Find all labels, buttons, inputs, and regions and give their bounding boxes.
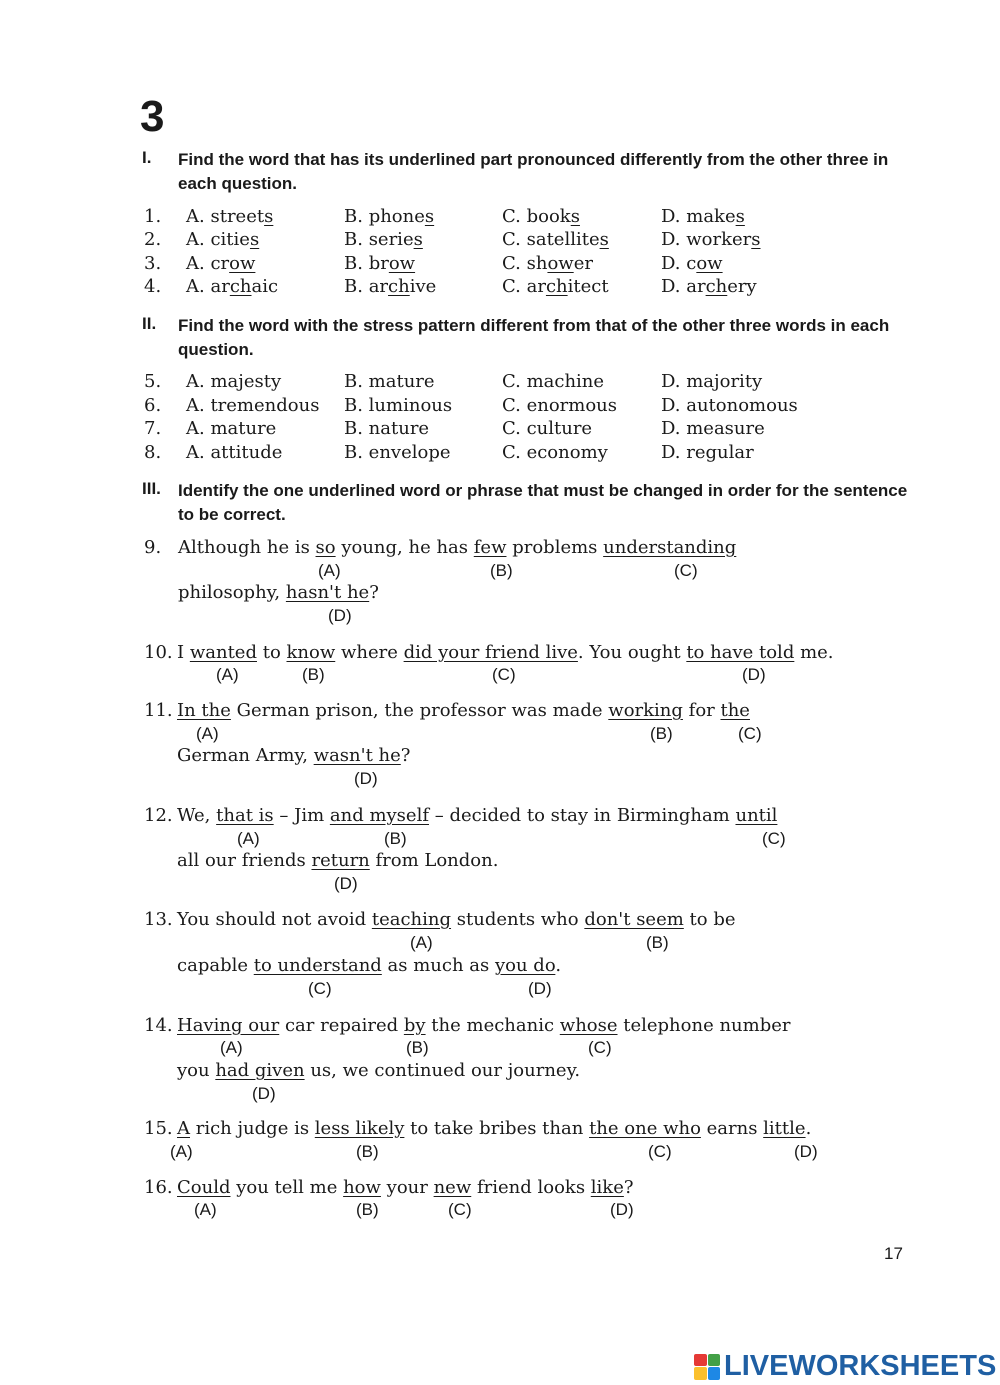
- marker-b: (B): [384, 829, 407, 848]
- section-number: I.: [142, 148, 152, 167]
- question-number: 5.: [144, 371, 162, 392]
- underlined-b[interactable]: don't seem: [584, 909, 684, 930]
- option-b[interactable]: B. brow: [344, 253, 416, 274]
- liveworksheets-logo[interactable]: [694, 1350, 996, 1383]
- underlined-c[interactable]: until: [735, 805, 778, 826]
- question-number: 11.: [144, 700, 173, 721]
- marker-d: (D): [742, 665, 766, 684]
- logo-text: LIVEWORKSHEETS: [724, 1350, 997, 1382]
- sentence-line-2: German Army, wasn't he?: [177, 745, 411, 766]
- section-number: II.: [142, 314, 157, 333]
- underlined-a[interactable]: Having our: [177, 1015, 280, 1036]
- chapter-number: 3: [140, 92, 165, 141]
- sentence-line-1: I wanted to know where did your friend live. You ought to have told me.: [177, 642, 834, 663]
- sentence-line-1: Although he is so young, he has few problems understanding: [178, 537, 737, 558]
- underlined-b[interactable]: and myself: [329, 805, 429, 826]
- underlined-b[interactable]: know: [286, 642, 336, 663]
- marker-c: (C): [648, 1142, 672, 1161]
- underlined-c[interactable]: the one who: [589, 1118, 701, 1139]
- marker-c: (C): [492, 665, 516, 684]
- section-number: III.: [142, 479, 161, 498]
- marker-d: (D): [334, 874, 358, 893]
- option-c[interactable]: C. books: [502, 206, 580, 227]
- marker-a: (A): [237, 829, 260, 848]
- sentence-line-1: A rich judge is less likely to take bribes than the one who earns little.: [177, 1118, 812, 1139]
- section-instruction: Find the word with the stress pattern different from that of the other three words in each question.: [178, 316, 890, 359]
- underlined-a[interactable]: In the: [177, 700, 231, 721]
- option-a[interactable]: A. archaic: [186, 276, 279, 297]
- option-a[interactable]: A. streets: [186, 206, 274, 227]
- marker-b: (B): [356, 1200, 379, 1219]
- underlined-d[interactable]: little: [763, 1118, 806, 1139]
- option-d[interactable]: D. majority: [661, 371, 763, 392]
- marker-b: (B): [490, 561, 513, 580]
- underlined-c[interactable]: new: [433, 1177, 472, 1198]
- marker-a: (A): [318, 561, 341, 580]
- underlined-b[interactable]: few: [473, 537, 507, 558]
- option-c[interactable]: C. economy: [502, 442, 608, 463]
- underlined-b[interactable]: by: [403, 1015, 426, 1036]
- question-number: 12.: [144, 805, 173, 826]
- marker-c: (C): [738, 724, 762, 743]
- option-a[interactable]: A. crow: [186, 253, 256, 274]
- underlined-a[interactable]: teaching: [371, 909, 452, 930]
- marker-d: (D): [794, 1142, 818, 1161]
- option-b[interactable]: B. phones: [344, 206, 435, 227]
- question-number: 4.: [144, 276, 162, 297]
- sentence-line-2: you had given us, we continued our journey.: [177, 1060, 581, 1081]
- underlined-d[interactable]: had given: [215, 1060, 305, 1081]
- underlined-d[interactable]: return: [311, 850, 370, 871]
- option-c[interactable]: C. enormous: [502, 395, 617, 416]
- marker-c: (C): [448, 1200, 472, 1219]
- underlined-c[interactable]: to understand: [253, 955, 382, 976]
- option-d[interactable]: D. makes: [661, 206, 745, 227]
- question-number: 14.: [144, 1015, 173, 1036]
- marker-c: (C): [588, 1038, 612, 1057]
- underlined-c[interactable]: did your friend live: [403, 642, 578, 663]
- underlined-a[interactable]: that is: [216, 805, 274, 826]
- underlined-d[interactable]: wasn't he: [313, 745, 401, 766]
- option-b[interactable]: B. nature: [344, 418, 430, 439]
- marker-a: (A): [196, 724, 219, 743]
- question-number: 16.: [144, 1177, 173, 1198]
- underlined-d[interactable]: to have told: [686, 642, 795, 663]
- option-d[interactable]: D. autonomous: [661, 395, 798, 416]
- marker-c: (C): [308, 979, 332, 998]
- underlined-b[interactable]: working: [608, 700, 683, 721]
- marker-d: (D): [354, 769, 378, 788]
- question-number: 15.: [144, 1118, 173, 1139]
- marker-b: (B): [650, 724, 673, 743]
- sentence-line-1: We, that is – Jim and myself – decided to stay in Birmingham until: [177, 805, 778, 826]
- question-number: 3.: [144, 253, 162, 274]
- marker-d: (D): [328, 606, 352, 625]
- option-d[interactable]: D. archery: [661, 276, 757, 297]
- question-number: 7.: [144, 418, 162, 439]
- option-d[interactable]: D. regular: [661, 442, 754, 463]
- option-d[interactable]: D. measure: [661, 418, 765, 439]
- option-a[interactable]: A. attitude: [186, 442, 283, 463]
- sentence-line-2: capable to understand as much as you do.: [177, 955, 562, 976]
- section-instruction: Find the word that has its underlined part pronounced differently from the other three in each question.: [178, 150, 889, 193]
- marker-a: (A): [410, 933, 433, 952]
- marker-b: (B): [356, 1142, 379, 1161]
- underlined-d[interactable]: like: [590, 1177, 624, 1198]
- underlined-a[interactable]: A: [177, 1118, 190, 1139]
- underlined-b[interactable]: how: [343, 1177, 381, 1198]
- marker-a: (A): [220, 1038, 243, 1057]
- marker-b: (B): [646, 933, 669, 952]
- question-number: 13.: [144, 909, 173, 930]
- option-c[interactable]: C. machine: [502, 371, 605, 392]
- sentence-line-1: Having our car repaired by the mechanic whose telephone number: [177, 1015, 791, 1036]
- option-a[interactable]: A. cities: [186, 229, 260, 250]
- sentence-line-1: In the German prison, the professor was made working for the: [177, 700, 750, 721]
- marker-a: (A): [216, 665, 239, 684]
- underlined-a[interactable]: wanted: [189, 642, 257, 663]
- question-number: 9.: [144, 537, 162, 558]
- option-b[interactable]: B. luminous: [344, 395, 453, 416]
- underlined-b[interactable]: less likely: [314, 1118, 405, 1139]
- marker-b: (B): [406, 1038, 429, 1057]
- question-number: 2.: [144, 229, 162, 250]
- option-b[interactable]: B. series: [344, 229, 423, 250]
- marker-d: (D): [610, 1200, 634, 1219]
- option-c[interactable]: C. culture: [502, 418, 593, 439]
- underlined-c[interactable]: understanding: [603, 537, 737, 558]
- marker-a: (A): [170, 1142, 193, 1161]
- logo-squares-icon: [694, 1354, 720, 1380]
- option-c[interactable]: C. shower: [502, 253, 593, 274]
- underlined-a[interactable]: so: [315, 537, 336, 558]
- underlined-c[interactable]: the: [720, 700, 750, 721]
- option-b[interactable]: B. archive: [344, 276, 437, 297]
- sentence-line-1: Could you tell me how your new friend looks like?: [177, 1177, 634, 1198]
- question-number: 6.: [144, 395, 162, 416]
- underlined-d[interactable]: you do: [494, 955, 556, 976]
- marker-b: (B): [302, 665, 325, 684]
- underlined-d[interactable]: hasn't he: [285, 582, 370, 603]
- marker-d: (D): [252, 1084, 276, 1103]
- option-c[interactable]: C. architect: [502, 276, 609, 297]
- marker-d: (D): [528, 979, 552, 998]
- marker-a: (A): [194, 1200, 217, 1219]
- section-instruction: Identify the one underlined word or phrase that must be changed in order for the sentence to be correct.: [178, 481, 908, 524]
- sentence-line-1: You should not avoid teaching students who don't seem to be: [177, 909, 736, 930]
- option-a[interactable]: A. tremendous: [186, 395, 320, 416]
- sentence-line-2: philosophy, hasn't he?: [178, 582, 379, 603]
- underlined-a[interactable]: Could: [177, 1177, 231, 1198]
- option-c[interactable]: C. satellites: [502, 229, 609, 250]
- marker-c: (C): [674, 561, 698, 580]
- option-a[interactable]: A. mature: [186, 418, 277, 439]
- option-d[interactable]: D. workers: [661, 229, 761, 250]
- page-number: 17: [884, 1244, 903, 1263]
- question-number: 1.: [144, 206, 162, 227]
- question-number: 8.: [144, 442, 162, 463]
- option-d[interactable]: D. cow: [661, 253, 723, 274]
- option-b[interactable]: B. mature: [344, 371, 435, 392]
- option-a[interactable]: A. majesty: [186, 371, 282, 392]
- option-b[interactable]: B. envelope: [344, 442, 451, 463]
- question-number: 10.: [144, 642, 173, 663]
- sentence-line-2: all our friends return from London.: [177, 850, 499, 871]
- marker-c: (C): [762, 829, 786, 848]
- underlined-c[interactable]: whose: [559, 1015, 618, 1036]
